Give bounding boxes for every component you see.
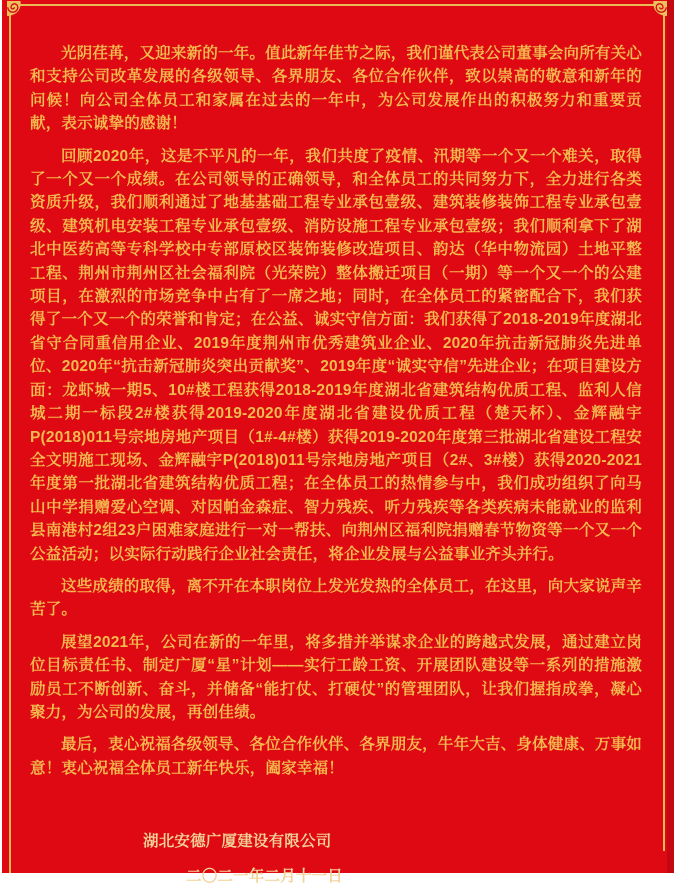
letter-page — [2, 0, 674, 885]
letter-paragraph-thanks-staff: 这些成绩的取得，离不开在本职岗位上发光发热的全体员工，在这里，向大家说声辛苦了。 — [30, 577, 642, 619]
spiral-corner-icon — [652, 1, 667, 16]
letter-body — [30, 42, 642, 888]
page-right-edge-shade — [667, 0, 674, 873]
letter-paragraph-greeting: 光阴荏苒，又迎来新的一年。值此新年佳节之际，我们谨代表公司董事会向所有关心和支持公司改革发展的各级领导、各界朋友、各位合作伙伴，致以崇高的敬意和新年的问候！向公司全体员工和家属在过去的一年中，为公司发展作出的积极努力和重要贡献，表示诚挚的感谢！ — [30, 45, 642, 133]
signature-date: 二〇二一年二月十一日 — [186, 867, 344, 885]
spiral-corner-icon — [7, 1, 22, 16]
frame-left-border — [9, 4, 11, 873]
signature-company: 湖北安德广厦建设有限公司 — [143, 833, 332, 851]
frame-right-border — [663, 4, 665, 851]
signature-block — [30, 830, 642, 888]
frame-top-border — [7, 4, 666, 6]
letter-paragraph-outlook-2021: 展望2021年，公司在新的一年里，将多措并举谋求企业的跨越式发展，通过建立岗位目标责任书、制定广厦“星”计划——实行工龄工资、开展团队建设等一系列的措施激励员工不断创新、奋斗，并储备“能打仗、打硬仗”的管理团队，让我们握指成拳，凝心聚力，为公司的发展，再创佳绩。 — [30, 633, 642, 721]
letter-paragraph-review-2020: 回顾2020年，这是不平凡的一年，我们共度了疫情、汛期等一个又一个难关，取得了一个又一个成绩。在公司领导的正确领导，和全体员工的共同努力下，全力进行各类资质升级，我们顺利通过了地基基础工程专业承包壹级、建筑装修装饰工程专业承包壹级、建筑机电安装工程专业承包壹级、消防设施工程专业承包壹级；我们顺利拿下了湖北中医药高等专科学校中专部原校区装饰装修改造项目、韵达（华中物流园）土地平整工程、荆州市荆州区社会福利院（光荣院）整体搬迁项目（一期）等一个又一个的公建项目，在激烈的市场竞争中占有了一席之地；同时，在全体员工的紧密配合下，我们获得了一个又一个的荣誉和肯定；在公益、诚实守信方面：我们获得了2018-2019年度湖北省守合同重信用企业、2019年度荆州市优秀建筑业企业、2020年抗击新冠肺炎先进单位、2020年“抗击新冠肺炎突出贡献奖”、2019年度“诚实守信”先进企业；在项目建设方面：龙虾城一期5、10#楼工程获得2018-2019年度湖北省建筑结构优质工程、监利人信城二期一标段2#楼获得2019-2020年度湖北省建设优质工程（楚天杯）、金辉融宇P(2018)011号宗地房地产项目（1#-4#楼）获得2019-2020年度第三批湖北省建设工程安全文明施工现场、金辉融宇P(2018)011号宗地房地产项目（2#、3#楼）获得2020-2021年度第一批湖北省建筑结构优质工程；在全体员工的热情参与中，我们成功组织了向马山中学捐赠爱心空调、对因帕金森症、智力残疾、听力残疾等各类疾病未能就业的监利县南港村2组23户困难家庭进行一对一帮扶、向荆州区福利院捐赠春节物资等一个又一个公益活动；以实际行动践行企业社会责任，将企业发展与公益事业齐头并行。 — [30, 147, 642, 563]
letter-paragraph-blessing: 最后，衷心祝福各级领导、各位合作伙伴、各界朋友，牛年大吉、身体健康、万事如意！衷心祝福全体员工新年快乐，阖家幸福！ — [30, 736, 642, 777]
